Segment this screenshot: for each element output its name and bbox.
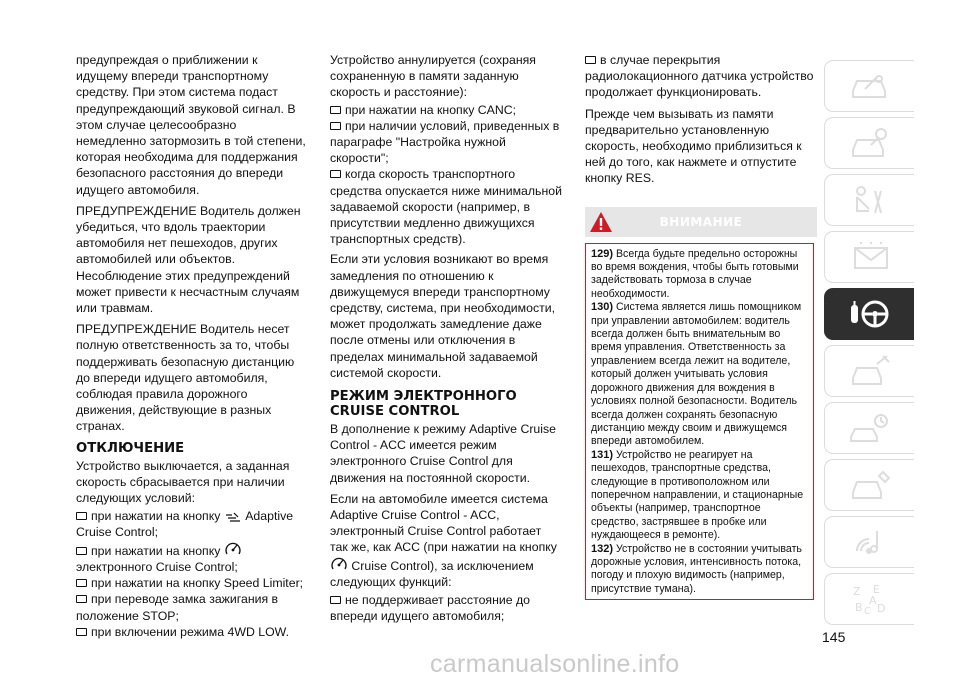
seat-belt-icon [847, 183, 893, 217]
list-item [330, 118, 562, 167]
section-heading: РЕЖИМ ЭЛЕКТРОННОГО CRUISE CONTROL [330, 389, 517, 420]
warning-item [591, 543, 810, 597]
bullet-icon [330, 596, 341, 604]
tab-dashboard[interactable] [824, 60, 914, 112]
paragraph: В дополнение к режиму Adaptive Cruise Control - ACC имеется режим электронного Cruise Control для движения на постоянной скорости. [330, 422, 556, 485]
list-item-text: при нажатии на кнопку Speed Limiter; [91, 576, 304, 591]
warning-item [591, 449, 810, 543]
list-item [76, 624, 306, 640]
warning-text: Всегда будьте предельно осторожны во время вождения, чтобы быть готовыми задействовать тормоза в случае необходимости. [591, 247, 799, 300]
column-1 [76, 52, 306, 640]
list-item [76, 541, 306, 575]
list-item [585, 52, 817, 101]
bullet-icon [76, 547, 87, 555]
svg-text:B: B [854, 601, 863, 614]
svg-text:C: C [863, 606, 871, 616]
column-2 [330, 52, 562, 625]
bullet-icon [330, 170, 341, 178]
list-item-text: при включении режима 4WD LOW. [91, 624, 289, 639]
tab-driving[interactable] [824, 288, 914, 340]
list-item-text: не поддерживает расстояние до впереди идущего автомобиля; [330, 593, 531, 624]
watermark: carmanualsonline.info [430, 650, 680, 678]
svg-text:A: A [868, 594, 877, 607]
bullet-icon [76, 595, 87, 603]
list-item-text: электронного Cruise Control; [76, 559, 238, 574]
tab-index[interactable] [824, 573, 914, 625]
bullet-icon [330, 106, 341, 114]
tab-warnings[interactable] [824, 231, 914, 283]
warning-text: Устройство не в состоянии учитывать дорожные условия, интенсивность потока, погоду и плохую видимость (например, присутствие тумана). [591, 542, 802, 595]
svg-text:Z: Z [852, 585, 861, 598]
tab-technical-data[interactable] [824, 459, 914, 511]
warning-box [585, 243, 814, 601]
list-item [76, 508, 306, 540]
list-item-text: при наличии условий, приведенных в параграфе "Настройка нужной скорости"; [330, 118, 560, 166]
adaptive-cruise-icon [224, 512, 242, 522]
svg-text:E: E [872, 583, 880, 596]
list-item-text: в случае перекрытия радиолокационного датчика устройство продолжает функционировать. [585, 53, 814, 100]
warning-number: 130) [591, 301, 614, 314]
tab-maintenance[interactable] [824, 402, 914, 454]
tab-multimedia[interactable] [824, 516, 914, 568]
car-key-icon [847, 126, 893, 160]
chapter-tabs [824, 60, 914, 630]
list-item-text: при переводе замка зажигания в положение STOP; [76, 592, 279, 623]
warning-text: Система является лишь помощником при управлении автомобилем: водитель всегда должен быть внимательным во время управления. Ответственность за управлением всегда лежит на водителе, который должен учитывать условия дорожного движения для вождения в условиях полной безопасности. Водитель всегда должен сохранять безопасную дистанцию между своим и движущемся впереди автомобилем. [591, 301, 802, 448]
warning-title: ВНИМАНИЕ [659, 214, 743, 229]
car-wrench-icon [847, 354, 893, 388]
paragraph: предупреждая о приближении к идущему впереди транспортному средству. При этом система подаст предупреждающий звуковой сигнал. В этом случае целесообразно немедленно затормозить в той степени, которая необходима для поддержания безопасного расстояния до впереди идущего автомобиля. [76, 53, 306, 197]
paragraph-text: Если на автомобиле имеется система Adaptive Cruise Control - ACC, электронный Cruise Control работает так же, как АСС (при нажатии на кнопку [330, 491, 557, 555]
column-3 [585, 52, 817, 600]
paragraph [330, 491, 562, 590]
warning-number: 131) [591, 448, 614, 461]
list-item [330, 102, 562, 118]
paragraph: Устройство аннулируется (сохраняя сохраненную в памяти заданную скорость и расстояние): [330, 53, 536, 100]
tab-keys[interactable] [824, 117, 914, 169]
paragraph: ПРЕДУПРЕЖДЕНИЕ Водитель несет полную ответственность за то, чтобы поддерживать безопасную дистанцию до впереди идущего автомобиля, соблюдая правила дорожного движения, действующие в разных странах. [76, 322, 295, 434]
car-data-icon [847, 468, 893, 502]
warning-number: 129) [591, 247, 614, 260]
bullet-icon [76, 512, 87, 520]
list-item-text: Adaptive Cruise Control; [76, 509, 294, 540]
steering-wheel-key-icon [847, 297, 893, 331]
list-item-text: когда скорость транспортного средства опускается ниже минимальной задаваемой скорости (например, в присутствии медленно движущихся транспортных средств). [330, 167, 562, 247]
bullet-icon [76, 579, 87, 587]
paragraph: ПРЕДУПРЕЖДЕНИЕ Водитель должен убедиться, что вдоль траектории автомобиля нет пешеходов, других автомобилей или объектов. Несоблюдение этих предупреждений может привести к несчастным случаям или травмам. [76, 203, 301, 316]
tab-emergency[interactable] [824, 345, 914, 397]
tab-safety[interactable] [824, 174, 914, 226]
list-item [76, 591, 306, 623]
list-item [330, 592, 562, 624]
cruise-control-icon [224, 541, 242, 557]
list-item-text: при нажатии на кнопку CANC; [345, 102, 517, 117]
page-number: 145 [822, 629, 846, 645]
car-service-icon [847, 411, 893, 445]
bullet-icon [585, 56, 596, 64]
list-item [76, 575, 306, 591]
cruise-control-icon [330, 556, 348, 572]
warning-text: Устройство не реагирует на пешеходов, транспортные средства, следующие в противоположном или поперечном направлении, и стационарные объекты (например, транспортное средство, застрявшее в пробке или нуждающееся в ремонте). [591, 448, 804, 542]
paragraph-text: Cruise Control), за исключением следующих функций: [330, 558, 534, 589]
section-heading: ОТКЛЮЧЕНИЕ [76, 440, 185, 456]
paragraph: Если эти условия возникают во время замедления по отношению к движущемуся впереди транспортному средству, система, при необходимости, может продолжать замедление даже после отмены или отключения в пределах минимальной задаваемой системой скорости. [330, 252, 556, 380]
warning-number: 132) [591, 542, 614, 555]
paragraph: Прежде чем вызывать из памяти предварительно установленную скорость, необходимо приблизиться к ней до того, как нажмете и отпустите кнопку RES. [585, 106, 802, 186]
list-item [330, 166, 562, 247]
car-dashboard-icon [847, 69, 893, 103]
list-item-text: при нажатии на кнопку [91, 509, 221, 524]
list-item-text: при нажатии на кнопку [91, 543, 221, 558]
warning-header [585, 207, 817, 237]
svg-text:D: D [876, 602, 885, 615]
alphabet-index-icon [847, 582, 893, 616]
bullet-icon [76, 628, 87, 636]
bullet-icon [330, 122, 341, 130]
warning-light-icon [847, 240, 893, 274]
multimedia-icon [847, 525, 893, 559]
warning-item [591, 301, 810, 448]
paragraph: Устройство выключается, а заданная скорость сбрасывается при наличии следующих условий: [76, 458, 290, 506]
warning-item [591, 248, 810, 302]
